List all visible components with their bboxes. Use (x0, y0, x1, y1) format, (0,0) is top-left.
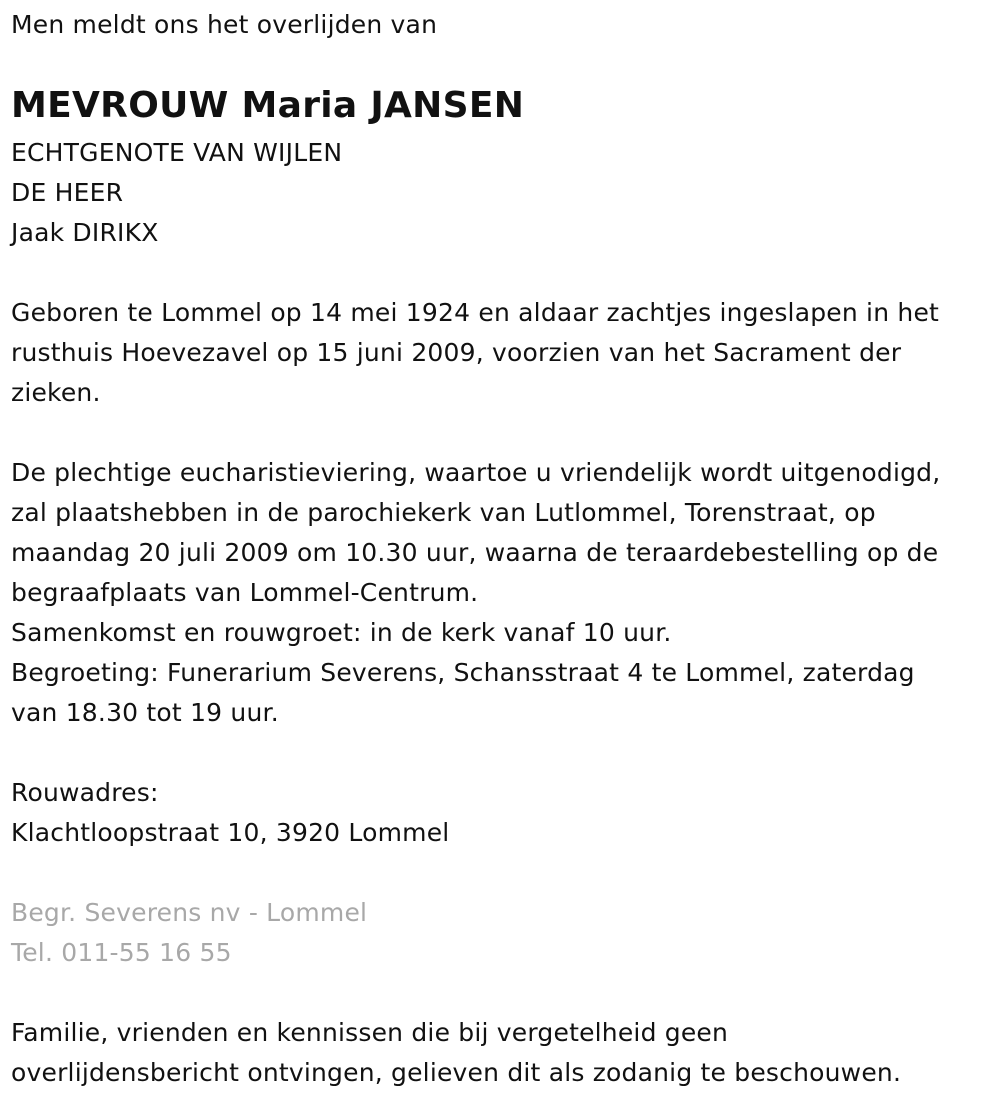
family-note (11, 1013, 901, 1093)
family-note-line-1: Familie, vrienden en kennissen die bij vergetelheid geen (11, 1018, 729, 1047)
ceremony-line-6: Begroeting: Funerarium Severens, Schansstraat 4 te Lommel, zaterdag (11, 658, 915, 687)
ceremony-line-1: De plechtige eucharistieviering, waartoe u vriendelijk wordt uitgenodigd, (11, 458, 941, 487)
undertaker-name: Begr. Severens nv - Lommel (11, 898, 368, 927)
ceremony-line-2: zal plaatshebben in de parochiekerk van Lutlommel, Torenstraat, op (11, 498, 876, 527)
ceremony-paragraph (11, 453, 940, 733)
birth-death-paragraph (11, 293, 939, 413)
intro-text: Men meldt ons het overlijden van (11, 10, 438, 39)
spouse-line-1: ECHTGENOTE VAN WIJLEN (11, 138, 343, 167)
ceremony-line-4: begraafplaats van Lommel-Centrum. (11, 578, 479, 607)
ceremony-line-7: van 18.30 tot 19 uur. (11, 698, 279, 727)
spouse-line-2: DE HEER (11, 178, 124, 207)
spouse-line-3: Jaak DIRIKX (11, 218, 159, 247)
spouse-block (11, 133, 342, 253)
undertaker-phone: Tel. 011-55 16 55 (11, 938, 232, 967)
ceremony-line-3: maandag 20 juli 2009 om 10.30 uur, waarna de teraardebestelling op de (11, 538, 939, 567)
family-note-line-2: overlijdensbericht ontvingen, gelieven dit als zodanig te beschouwen. (11, 1058, 902, 1087)
address-value: Klachtloopstraat 10, 3920 Lommel (11, 818, 450, 847)
address-label: Rouwadres: (11, 778, 159, 807)
birth-death-line-2: rusthuis Hoevezavel op 15 juni 2009, voorzien van het Sacrament der (11, 338, 902, 367)
ceremony-line-5: Samenkomst en rouwgroet: in de kerk vanaf 10 uur. (11, 618, 672, 647)
undertaker-info (11, 893, 367, 973)
mourning-address (11, 773, 449, 853)
birth-death-line-1: Geboren te Lommel op 14 mei 1924 en aldaar zachtjes ingeslapen in het (11, 298, 940, 327)
deceased-name: MEVROUW Maria JANSEN (11, 85, 525, 126)
birth-death-line-3: zieken. (11, 378, 101, 407)
